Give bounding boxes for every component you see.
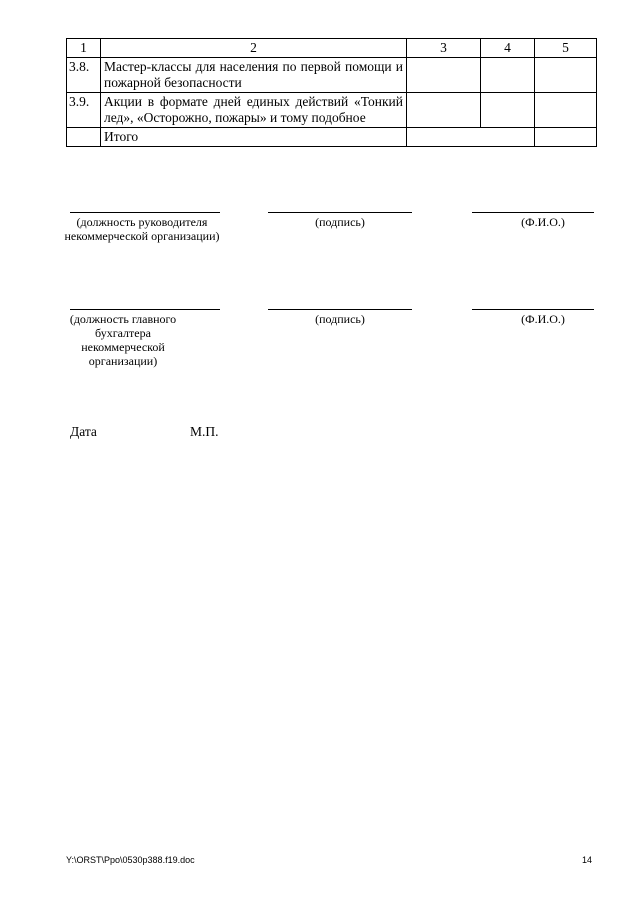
row-description: Мастер-классы для населения по первой помощи и пожарной безопасности — [101, 58, 407, 93]
name-signature-line — [472, 212, 594, 213]
position-caption: (должность руководителя некоммерческой организации) — [64, 215, 220, 243]
position-signature-line — [70, 309, 220, 310]
header-cell: 2 — [101, 39, 407, 58]
signature-caption: (подпись) — [315, 215, 365, 229]
name-signature-line — [472, 309, 594, 310]
table-row — [67, 93, 597, 128]
row-number: 3.9. — [67, 93, 101, 128]
position-caption: (должность главного бухгалтера некоммерческой организации) — [69, 312, 177, 368]
header-cell: 1 — [67, 39, 101, 58]
name-caption: (Ф.И.О.) — [521, 215, 565, 229]
signature-caption: (подпись) — [315, 312, 365, 326]
row-description: Акции в формате дней единых действий «Тонкий лед», «Осторожно, пожары» и тому подобное — [101, 93, 407, 128]
table-header-row — [67, 39, 597, 58]
position-signature-line — [70, 212, 220, 213]
seal-label: М.П. — [190, 424, 219, 439]
row-cell — [407, 58, 481, 93]
signature-line — [268, 212, 412, 213]
row-cell — [481, 58, 535, 93]
header-cell: 4 — [481, 39, 535, 58]
row-cell — [535, 93, 597, 128]
footer-page-number: 14 — [582, 855, 593, 865]
row-description: Итого — [101, 128, 407, 147]
row-cell — [535, 128, 597, 147]
table-total-row — [67, 128, 597, 147]
header-cell: 3 — [407, 39, 481, 58]
signature-line — [268, 309, 412, 310]
header-cell: 5 — [535, 39, 597, 58]
name-caption: (Ф.И.О.) — [521, 312, 565, 326]
row-cell — [407, 93, 481, 128]
row-cell — [481, 93, 535, 128]
row-number: 3.8. — [67, 58, 101, 93]
row-cell — [535, 58, 597, 93]
table-row — [67, 58, 597, 93]
date-label: Дата — [70, 424, 97, 439]
report-table — [66, 38, 597, 147]
footer-file-path: Y:\ORST\Ppo\0530p388.f19.doc — [66, 855, 195, 865]
row-cell — [407, 128, 535, 147]
row-number — [67, 128, 101, 147]
